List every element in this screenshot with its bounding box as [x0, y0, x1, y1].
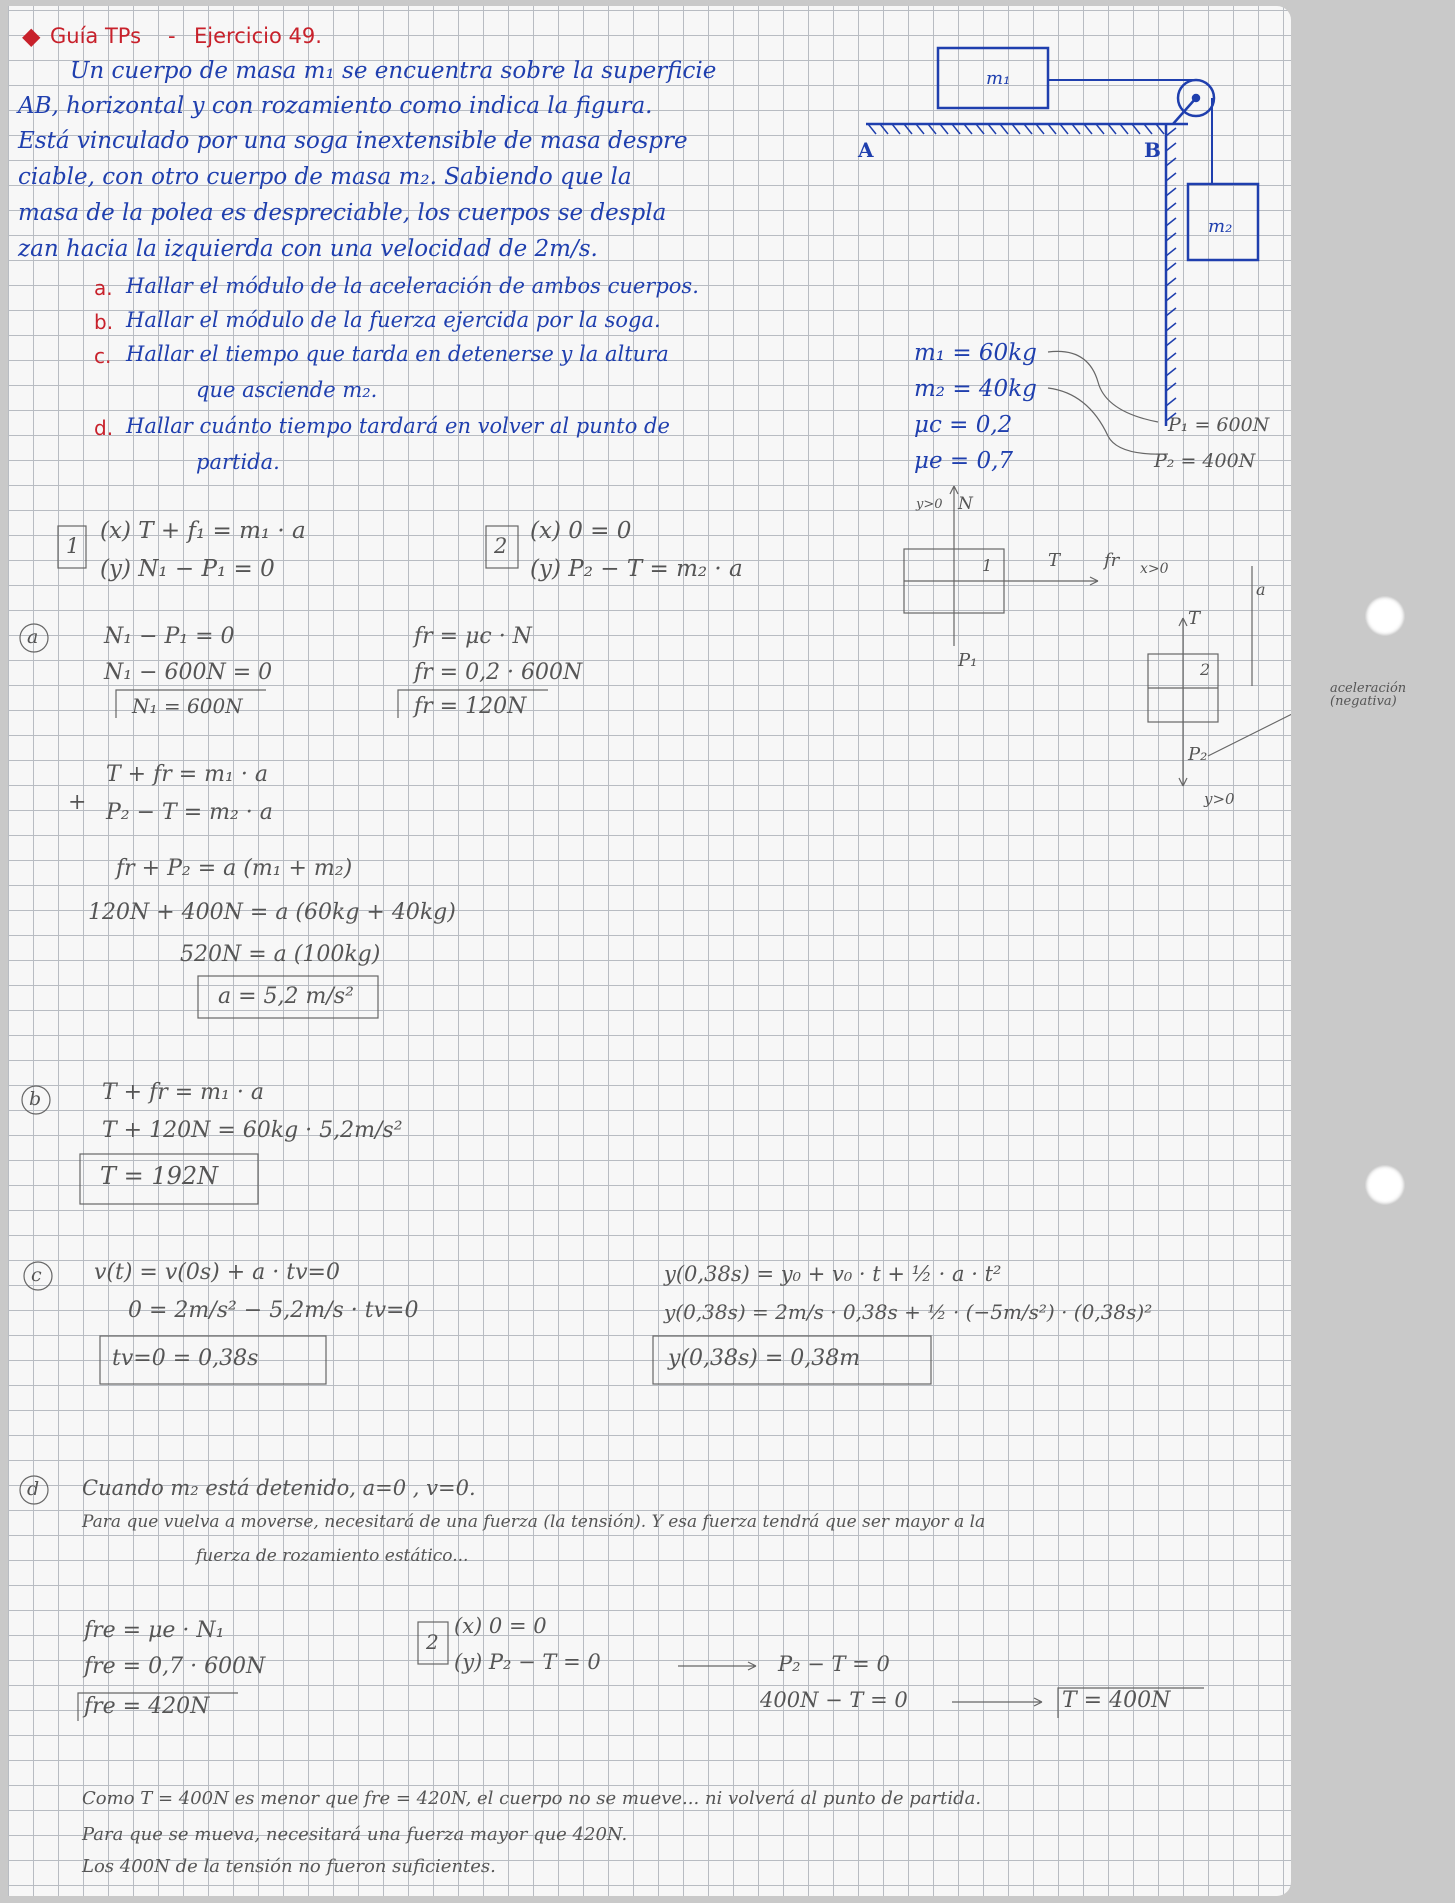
statement-line: ciable, con otro cuerpo de masa m₂. Sabiendo que la — [18, 164, 632, 190]
eq-body2-num: 2 — [494, 534, 508, 558]
given-m2: m₂ = 40kg — [914, 376, 1037, 402]
part-a-line: fr + P₂ = a (m₁ + m₂) — [116, 856, 353, 881]
fbd-label-n: N — [958, 494, 973, 514]
punch-hole-bottom — [1365, 1165, 1405, 1205]
part-a-line: fr = 120N — [414, 694, 527, 719]
part-b-result: T = 192N — [100, 1162, 219, 1190]
part-d-eq-y: (y) P₂ − T = 0 — [454, 1650, 601, 1674]
part-c-line: 0 = 2m/s² − 5,2m/s · tv=0 — [128, 1298, 419, 1323]
exercise-title: Ejercicio 49. — [194, 24, 322, 48]
fbd-label-t2: T — [1188, 608, 1201, 629]
question-label: a. — [94, 276, 113, 300]
question-text: partida. — [196, 450, 280, 474]
statement-line: zan hacia la izquierda con una velocidad de 2m/s. — [18, 236, 598, 262]
part-a-line: T + fr = m₁ · a — [106, 762, 268, 787]
pulley-support — [1173, 98, 1196, 124]
fbd-label-p1: P₁ — [958, 650, 978, 671]
part-a-line: P₂ − T = m₂ · a — [106, 800, 273, 825]
part-c-label: c — [31, 1264, 42, 1286]
eq-body1-num: 1 — [66, 534, 80, 558]
part-d-res: 400N − T = 0 — [760, 1688, 908, 1712]
guide-title: Guía TPs — [50, 24, 142, 48]
given-muc: μc = 0,2 — [914, 412, 1013, 438]
question-label: b. — [94, 310, 114, 334]
label-point-a: A — [858, 138, 874, 162]
question-text: Hallar cuánto tiempo tardará en volver al punto de — [126, 414, 670, 438]
question-text: Hallar el módulo de la fuerza ejercida por la soga. — [126, 308, 661, 332]
diamond-icon: ◆ — [22, 22, 41, 50]
surface-hatching — [868, 124, 1164, 134]
part-d-intro: fuerza de rozamiento estático... — [196, 1546, 469, 1566]
given-p1: P₁ = 600N — [1168, 414, 1270, 436]
statement-line: AB, horizontal y con rozamiento como indica la figura. — [18, 93, 653, 119]
statement-line: Un cuerpo de masa m₁ se encuentra sobre la superficie — [70, 58, 717, 84]
given-m1: m₁ = 60kg — [914, 340, 1037, 366]
brace-p1 — [1048, 351, 1158, 422]
eq-body2-x: (x) 0 = 0 — [530, 518, 632, 544]
part-a-result: a = 5,2 m/s² — [218, 984, 354, 1009]
statement-line: Está vinculado por una soga inextensible de masa despre — [18, 128, 688, 154]
fbd-label-body1: 1 — [982, 556, 993, 575]
part-a-line: N₁ − P₁ = 0 — [104, 624, 235, 649]
part-a-plus: + — [68, 790, 87, 815]
part-d-num: 2 — [426, 1630, 439, 1654]
eq-body1-y: (y) N₁ − P₁ = 0 — [100, 556, 275, 582]
part-b-label: b — [29, 1088, 42, 1110]
part-a-line: N₁ − 600N = 0 — [104, 660, 273, 685]
part-a-label: a — [27, 626, 39, 648]
given-mue: μe = 0,7 — [914, 448, 1014, 474]
part-d-res: P₂ − T = 0 — [778, 1652, 890, 1676]
graph-paper-sheet — [8, 6, 1407, 1896]
question-text: que asciende m₂. — [196, 378, 378, 402]
part-c-line: y(0,38s) = 2m/s · 0,38s + ½ · (−5m/s²) · (0,38s)² — [664, 1300, 1153, 1324]
part-d-intro: Cuando m₂ está detenido, a=0 , v=0. — [82, 1476, 476, 1500]
part-d-conclusion: Los 400N de la tensión no fueron suficientes. — [82, 1856, 496, 1877]
header-dash: - — [168, 24, 176, 48]
part-d-fre: fre = 0,7 · 600N — [84, 1654, 266, 1679]
fbd-note: aceleración (negativa) — [1330, 681, 1407, 709]
part-d-label: d — [27, 1478, 40, 1500]
part-a-line: fr = 0,2 · 600N — [414, 660, 583, 685]
eq-body2-y: (y) P₂ − T = m₂ · a — [530, 556, 743, 582]
question-text: Hallar el tiempo que tarda en detenerse y la altura — [126, 342, 669, 366]
part-c-line: v(t) = v(0s) + a · tv=0 — [94, 1260, 340, 1285]
part-b-line: T + fr = m₁ · a — [102, 1080, 264, 1105]
statement-line: masa de la polea es despreciable, los cuerpos se despla — [18, 200, 667, 226]
part-a-line: 520N = a (100kg) — [180, 942, 381, 967]
part-b-line: T + 120N = 60kg · 5,2m/s² — [102, 1118, 403, 1143]
fbd-label-xplus: x>0 — [1140, 561, 1169, 577]
question-label: c. — [94, 344, 112, 368]
fbd-label-p2: P₂ — [1188, 744, 1208, 765]
fbd-label-yplus: y>0 — [916, 497, 943, 512]
note-arrow — [1208, 696, 1291, 756]
label-m1: m₁ — [986, 68, 1011, 89]
fbd-label-yplus2: y>0 — [1204, 790, 1235, 808]
part-d-eq-x: (x) 0 = 0 — [454, 1614, 547, 1638]
label-point-b: B — [1144, 138, 1161, 162]
part-d-conclusion: Para que se mueva, necesitará una fuerza mayor que 420N. — [82, 1824, 628, 1845]
part-c-right-result: y(0,38s) = 0,38m — [668, 1346, 861, 1371]
part-a-line: 120N + 400N = a (60kg + 40kg) — [88, 900, 456, 925]
fbd-label-a: a — [1256, 580, 1266, 599]
part-a-line: fr = μc · N — [414, 624, 532, 649]
eq-body1-x: (x) T + f₁ = m₁ · a — [100, 518, 306, 544]
brace-p2 — [1048, 388, 1168, 454]
question-label: d. — [94, 416, 114, 440]
fbd-label-t1: T — [1048, 550, 1061, 571]
fbd-label-fr: fr — [1104, 550, 1120, 571]
question-text: Hallar el módulo de la aceleración de ambos cuerpos. — [126, 274, 699, 298]
part-c-result: tv=0 = 0,38s — [112, 1346, 259, 1371]
label-m2: m₂ — [1208, 216, 1233, 237]
given-p2: P₂ = 400N — [1154, 450, 1256, 472]
part-d-fre: fre = μe · N₁ — [84, 1618, 225, 1643]
part-d-intro: Para que vuelva a moverse, necesitará de una fuerza (la tensión). Y esa fuerza tendrá que ser mayor a la — [82, 1512, 986, 1532]
part-c-line: y(0,38s) = y₀ + v₀ · t + ½ · a · t² — [664, 1262, 1002, 1286]
part-a-line: N₁ = 600N — [132, 694, 243, 718]
part-d-res: T = 400N — [1062, 1688, 1171, 1713]
fbd-label-body2: 2 — [1200, 660, 1211, 679]
wall-hatching — [1166, 128, 1176, 421]
part-d-conclusion: Como T = 400N es menor que fre = 420N, el cuerpo no se mueve... ni volverá al punto de partida. — [82, 1788, 982, 1809]
part-d-fre: fre = 420N — [84, 1694, 210, 1719]
punch-hole-top — [1365, 596, 1405, 636]
